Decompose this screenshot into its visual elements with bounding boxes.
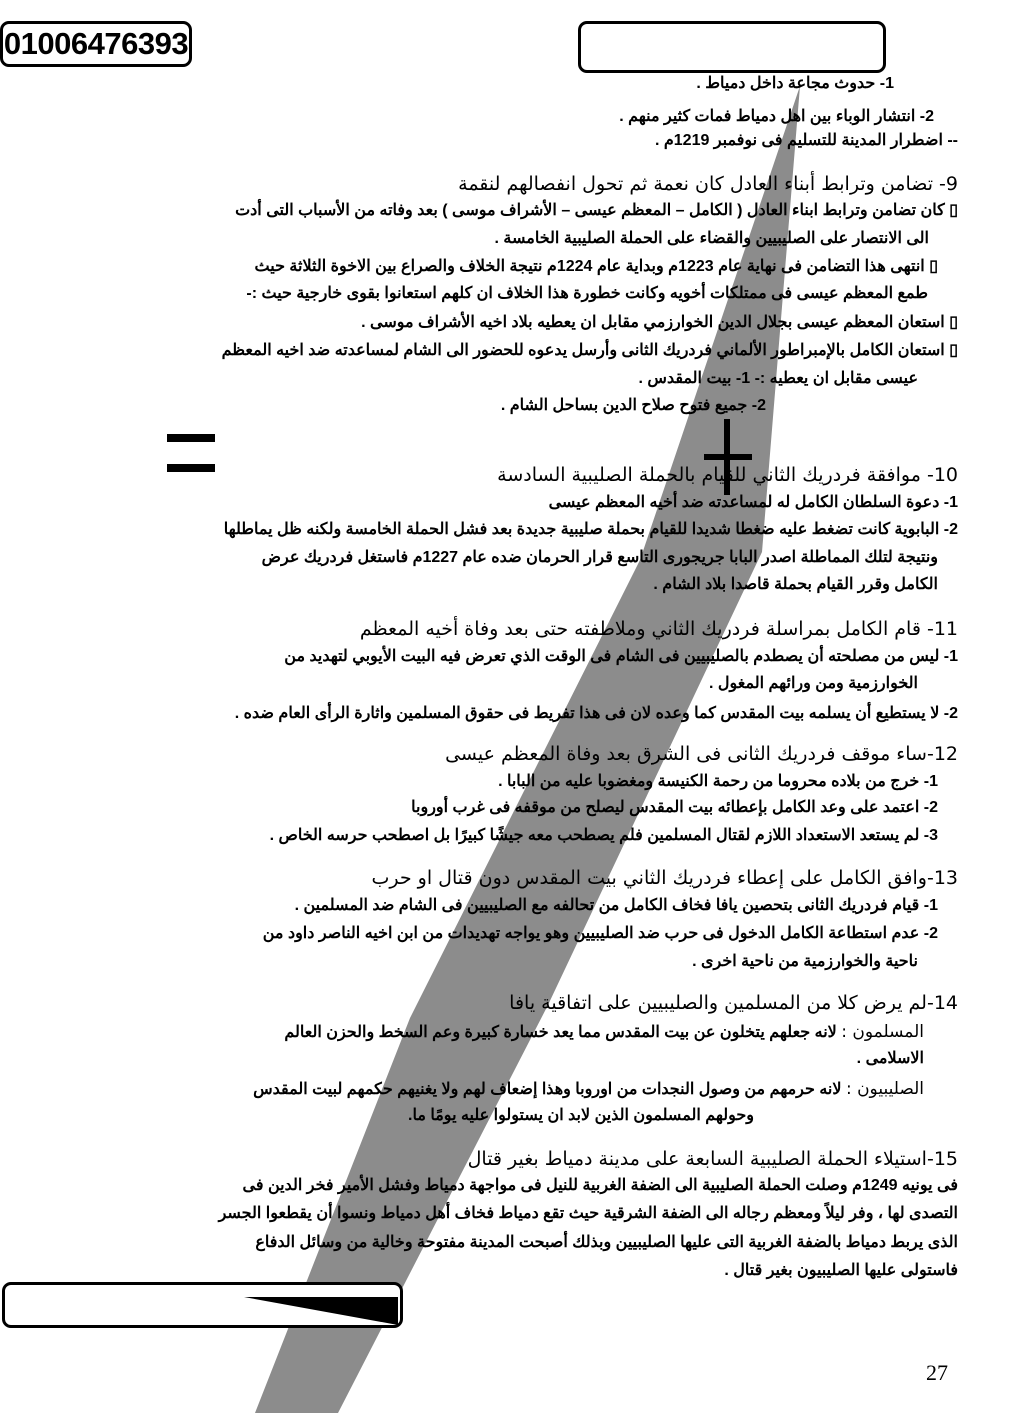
section-9-heading: 9- تضامن وترابط أبناء العادل كان نعمة ثم تحول انفصالهم لنقمة [458, 173, 958, 195]
s12-line: 1- خرج من بلاده محروما من رحمة الكنيسة ومغضوبا عليه من البابا . [498, 773, 938, 790]
s13-line: 1- قيام فردريك الثانى بتحصين يافا فخاف الكامل من تحالفه مع الصليبيين فى الشام ضد المسلمين . [294, 897, 938, 914]
s9-line: ▯ انتهى هذا التضامن فى نهاية عام 1223م وبداية عام 1224م نتيجة الخلاف والصراع بين الاخوة الثلاثة حيث [254, 258, 938, 275]
s12-line: 2- اعتمد على وعد الكامل بإعطائه بيت المقدس ليصلح من موقفه فى غرب أوروبا [411, 799, 938, 816]
s15-line: التصدى لها ، وفر ليلاً ومعظم رجاله الى الضفة الشرقية حيث تقع دمياط فخاف أهل دمياط ونسوا أن يقطعوا الجسر [218, 1205, 958, 1222]
crusaders-text: لانه حرمهم من وصول النجدات من اوروبا وهذا إضعاف لهم ولا يغنيهم حكمهم لبيت المقدس [253, 1081, 842, 1098]
s14-crusaders-line [253, 1078, 924, 1101]
phone-number: 01006476393 [3, 26, 189, 61]
equals-sign [167, 434, 215, 472]
s14-muslims-line [284, 1021, 924, 1044]
s10-line: 1- دعوة السلطان الكامل له لمساعدته ضد أخيه المعظم عيسى [548, 494, 958, 511]
s9-line: الى الانتصار على الصليبيين والقضاء على الحملة الصليبية الخامسة . [494, 230, 929, 247]
s9-line: ▯ استعان المعظم عيسى بجلال الدين الخوارزمي مقابل ان يعطيه بلاد اخيه الأشراف موسى . [361, 314, 958, 331]
s9-line: طمع المعظم عيسى فى ممتلكات أخويه وكانت خطورة هذا الخلاف ان كلهم استعانوا بقوى خارجية حيث :- [246, 285, 928, 302]
muslims-text: لانه جعلهم يتخلون عن بيت المقدس مما يعد خسارة كبيرة وعم السخط والحزن العالم [284, 1024, 837, 1041]
muslims-label: المسلمون : [841, 1022, 924, 1042]
s10-line: 2- البابوية كانت تضغط عليه ضغطا شديدا للقيام بحملة صليبية جديدة بعد فشل الحملة الخامسة ولكنه ظل يماطلها [223, 521, 958, 538]
section-12-heading: 12-ساء موقف فردريك الثانى فى الشرق بعد وفاة المعظم عيسى [445, 743, 958, 765]
crusaders-label: الصليبيون : [845, 1079, 924, 1099]
top-line-1: 1- حدوث مجاعة داخل دمياط . [696, 75, 894, 92]
s9-line: 2- جميع فتوح صلاح الدين بساحل الشام . [500, 397, 766, 414]
s9-line: ▯ استعان الكامل بالإمبراطور الألماني فردريك الثانى وأرسل يدعوه للحضور الى الشام لمساعدته ضد اخيه المعظم [221, 342, 958, 359]
s13-line: 2- عدم استطاعة الكامل الدخول فى حرب ضد الصليبيين وهو يواجه تهديدات من ابن اخيه الناصر داود من [262, 925, 938, 942]
s10-line: ونتيجة لتلك المماطلة اصدر البابا جريجورى التاسع قرار الحرمان ضده عام 1227م فاستغل فردريك عرض [261, 549, 938, 566]
s14-muslims-line: الاسلامى . [856, 1050, 924, 1067]
top-line-2: 2- انتشار الوباء بين اهل دمياط فمات كثير منهم . [619, 108, 934, 125]
phone-number-box [0, 21, 192, 67]
section-10-heading: 10- موافقة فردريك الثاني للقيام بالحملة الصليبية السادسة [497, 464, 958, 486]
s10-line: الكامل وقرر القيام بحملة قاصدا بلاد الشام . [653, 576, 938, 593]
s11-line: 1- ليس من مصلحته أن يصطدم بالصليبيين فى الشام فى الوقت الذي تعرض فيه البيت الأيوبي لتهديد من [284, 648, 958, 665]
s11-line: الخوارزمية ومن ورائهم المغول . [708, 675, 918, 692]
s9-line: عيسى مقابل ان يعطيه :- 1- بيت المقدس . [638, 370, 918, 387]
section-14-heading: 14-لم يرض كلا من المسلمين والصليبيين على اتفاقية يافا [509, 992, 958, 1014]
bottom-blank-box [2, 1282, 403, 1328]
section-13-heading: 13-وافق الكامل على إعطاء فردريك الثاني بيت المقدس دون قتال او حرب [371, 867, 958, 889]
s11-line: 2- لا يستطيع أن يسلمه بيت المقدس كما وعده لان فى هذا تفريط فى حقوق المسلمين واثارة الرأى العام ضده . [234, 705, 958, 722]
section-15-heading: 15-استيلاء الحملة الصليبية السابعة على مدينة دمياط بغير قتال [467, 1148, 958, 1170]
top-blank-box [578, 21, 886, 73]
page-number: 27 [926, 1360, 948, 1385]
s12-line: 3- لم يستعد الاستعداد اللازم لقتال المسلمين فلم يصطحب معه جيشًا كبيرًا بل اصطحب حرسه الخاص . [269, 827, 938, 844]
s15-line: فى يونيه 1249م وصلت الحملة الصليبية الى الضفة الغربية للنيل فى مواجهة دمياط وفشل الأمير فخر الدين فى [242, 1177, 958, 1194]
s15-line: فاستولى عليها الصليبيون بغير قتال . [724, 1262, 958, 1279]
s15-line: الذى يربط دمياط بالضفة الغربية التى عليها الصليبيين وبذلك أصبحت المدينة مفتوحة وخالية من وسائل الدفاع [255, 1234, 958, 1251]
s14-crusaders-line: وحولهم المسلمون الذين لابد ان يستولوا عليه يومًا ما. [408, 1107, 754, 1124]
section-11-heading: 11- قام الكامل بمراسلة فردريك الثاني وملاطفته حتى بعد وفاة أخيه المعظم [359, 618, 958, 640]
s9-line: ▯ كان تضامن وترابط ابناء العادل ( الكامل – المعظم عيسى – الأشراف موسى ) بعد وفاته من الأسباب التى أدت [235, 202, 958, 219]
top-line-3: -- اضطرار المدينة للتسليم فى نوفمبر 1219م . [654, 132, 958, 149]
s13-line: ناحية والخوارزمية من ناحية اخرى . [692, 953, 918, 970]
